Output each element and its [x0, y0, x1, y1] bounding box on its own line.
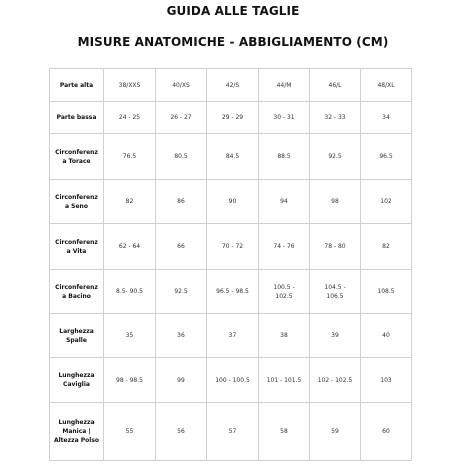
table-cell [104, 224, 156, 270]
cell-value: 34 [382, 114, 390, 121]
cell-value: 40/XS [172, 81, 190, 89]
table-cell [310, 180, 361, 224]
row-label-cell [50, 270, 104, 314]
cell-value: 94 [280, 198, 288, 205]
table-cell [310, 134, 361, 180]
cell-value: 46/L [328, 81, 342, 89]
cell-value: 42/S [225, 81, 240, 89]
cell-value: 98 - 98.5 [116, 376, 143, 384]
cell-value: 55 [125, 428, 134, 435]
table-cell [104, 270, 156, 314]
cell-value: 39 [331, 332, 339, 339]
table-cell [361, 270, 412, 314]
table-row [50, 134, 412, 180]
cell-value: 100.5 - 102.5 [273, 283, 295, 300]
size-table [49, 68, 412, 461]
table-row [50, 180, 412, 224]
table-cell [361, 358, 412, 403]
cell-value: 101 - 101.5 [266, 376, 302, 384]
table-cell [310, 270, 361, 314]
table-cell [259, 358, 310, 403]
table-cell [259, 403, 310, 461]
table-cell [104, 358, 156, 403]
cell-value: 82 [382, 243, 390, 250]
table-cell [104, 403, 156, 461]
table-row [50, 224, 412, 270]
table-cell [104, 69, 156, 102]
cell-value: 37 [228, 332, 237, 339]
cell-value: 70 - 72 [221, 243, 244, 250]
cell-value: 102 [380, 198, 392, 205]
table-cell [259, 224, 310, 270]
cell-value: 62 - 64 [118, 243, 141, 250]
cell-value: 88.5 [277, 153, 291, 160]
row-label-cell [50, 314, 104, 358]
cell-value: 44/M [276, 81, 292, 89]
table-cell [207, 403, 259, 461]
cell-value: 90 [228, 198, 237, 205]
row-label-cell [50, 224, 104, 270]
table-cell [259, 134, 310, 180]
cell-value: 40 [382, 332, 390, 339]
table-cell [156, 134, 207, 180]
table-cell [361, 102, 412, 134]
cell-value: 32 - 33 [324, 114, 346, 121]
table-cell [207, 358, 259, 403]
cell-value: 84.5 [225, 153, 240, 160]
table-cell [104, 180, 156, 224]
cell-value: 96.5 [379, 153, 393, 160]
table-cell [310, 69, 361, 102]
table-cell [207, 102, 259, 134]
table-row [50, 358, 412, 403]
row-label: Circonferenz a Vita [55, 238, 98, 255]
row-label-cell [50, 403, 104, 461]
row-label: Circonferenz a Torace [55, 148, 98, 165]
cell-value: 103 [380, 376, 392, 384]
table-cell [156, 69, 207, 102]
row-label: Larghezza Spalle [59, 327, 94, 344]
cell-value: 76.5 [122, 153, 137, 160]
table-cell [361, 134, 412, 180]
table-cell [361, 403, 412, 461]
cell-value: 30 - 31 [273, 114, 295, 121]
table-cell [156, 314, 207, 358]
row-label: Parte alta [59, 81, 94, 89]
table-cell [259, 270, 310, 314]
table-cell [259, 314, 310, 358]
table-cell [207, 134, 259, 180]
table-cell [361, 69, 412, 102]
cell-value: 92.5 [328, 153, 342, 160]
table-cell [361, 180, 412, 224]
table-cell [207, 180, 259, 224]
table-cell [156, 224, 207, 270]
cell-value: 78 - 80 [324, 243, 346, 250]
table-cell [104, 314, 156, 358]
row-label-cell [50, 69, 104, 102]
row-label-cell [50, 102, 104, 134]
cell-value: 96.5 - 98.5 [216, 288, 249, 295]
table-cell [156, 180, 207, 224]
cell-value: 66 [177, 243, 185, 250]
cell-value: 38/XXS [118, 81, 141, 89]
cell-value: 48/XL [377, 81, 395, 89]
table-row [50, 102, 412, 134]
table-row [50, 314, 412, 358]
table-cell [207, 224, 259, 270]
table-cell [259, 102, 310, 134]
cell-value: 26 - 27 [170, 114, 192, 121]
cell-value: 80.5 [174, 153, 188, 160]
table-cell [259, 69, 310, 102]
cell-value: 35 [125, 332, 134, 339]
cell-value: 29 - 29 [221, 114, 244, 121]
cell-value: 99 [177, 376, 185, 384]
cell-value: 100 - 100.5 [215, 376, 250, 384]
table-cell [310, 102, 361, 134]
cell-value: 24 - 25 [118, 114, 141, 121]
cell-value: 8.5- 90.5 [116, 288, 143, 295]
row-label-cell [50, 134, 104, 180]
table-cell [310, 403, 361, 461]
row-label: Circonferenz a Seno [55, 193, 98, 210]
table-row [50, 270, 412, 314]
table-cell [156, 270, 207, 314]
table-cell [104, 134, 156, 180]
table-cell [207, 270, 259, 314]
table-cell [156, 358, 207, 403]
size-table-body [50, 69, 412, 461]
cell-value: 36 [177, 332, 185, 339]
table-cell [361, 224, 412, 270]
cell-value: 98 [331, 198, 339, 205]
page-title: GUIDA ALLE TAGLIE [166, 4, 300, 18]
cell-value: 57 [228, 428, 237, 435]
cell-value: 58 [280, 428, 288, 435]
cell-value: 82 [125, 198, 134, 205]
table-cell [104, 102, 156, 134]
cell-value: 56 [177, 428, 185, 435]
table-cell [310, 314, 361, 358]
table-cell [156, 102, 207, 134]
row-label: Circonferenz a Bacino [55, 283, 98, 300]
row-label-cell [50, 358, 104, 403]
page-subtitle: MISURE ANATOMICHE - ABBIGLIAMENTO (CM) [77, 35, 389, 49]
table-cell [207, 314, 259, 358]
table-cell [361, 314, 412, 358]
table-cell [310, 224, 361, 270]
cell-value: 102 - 102.5 [317, 376, 353, 384]
row-label: Lunghezza Manica | Altezza Polso [53, 419, 100, 444]
table-cell [310, 358, 361, 403]
table-row [50, 69, 412, 102]
cell-value: 92.5 [174, 288, 188, 295]
cell-value: 104.5 - 106.5 [324, 283, 346, 300]
row-label-cell [50, 180, 104, 224]
row-label: Lunghezza Caviglia [58, 372, 95, 388]
cell-value: 86 [177, 198, 185, 205]
cell-value: 59 [331, 428, 339, 435]
table-cell [207, 69, 259, 102]
table-cell [259, 180, 310, 224]
cell-value: 108.5 [377, 288, 395, 295]
table-cell [156, 403, 207, 461]
table-row [50, 403, 412, 461]
row-label: Parte bassa [56, 114, 97, 121]
cell-value: 74 - 76 [273, 243, 295, 250]
cell-value: 38 [280, 332, 288, 339]
cell-value: 60 [382, 428, 390, 435]
